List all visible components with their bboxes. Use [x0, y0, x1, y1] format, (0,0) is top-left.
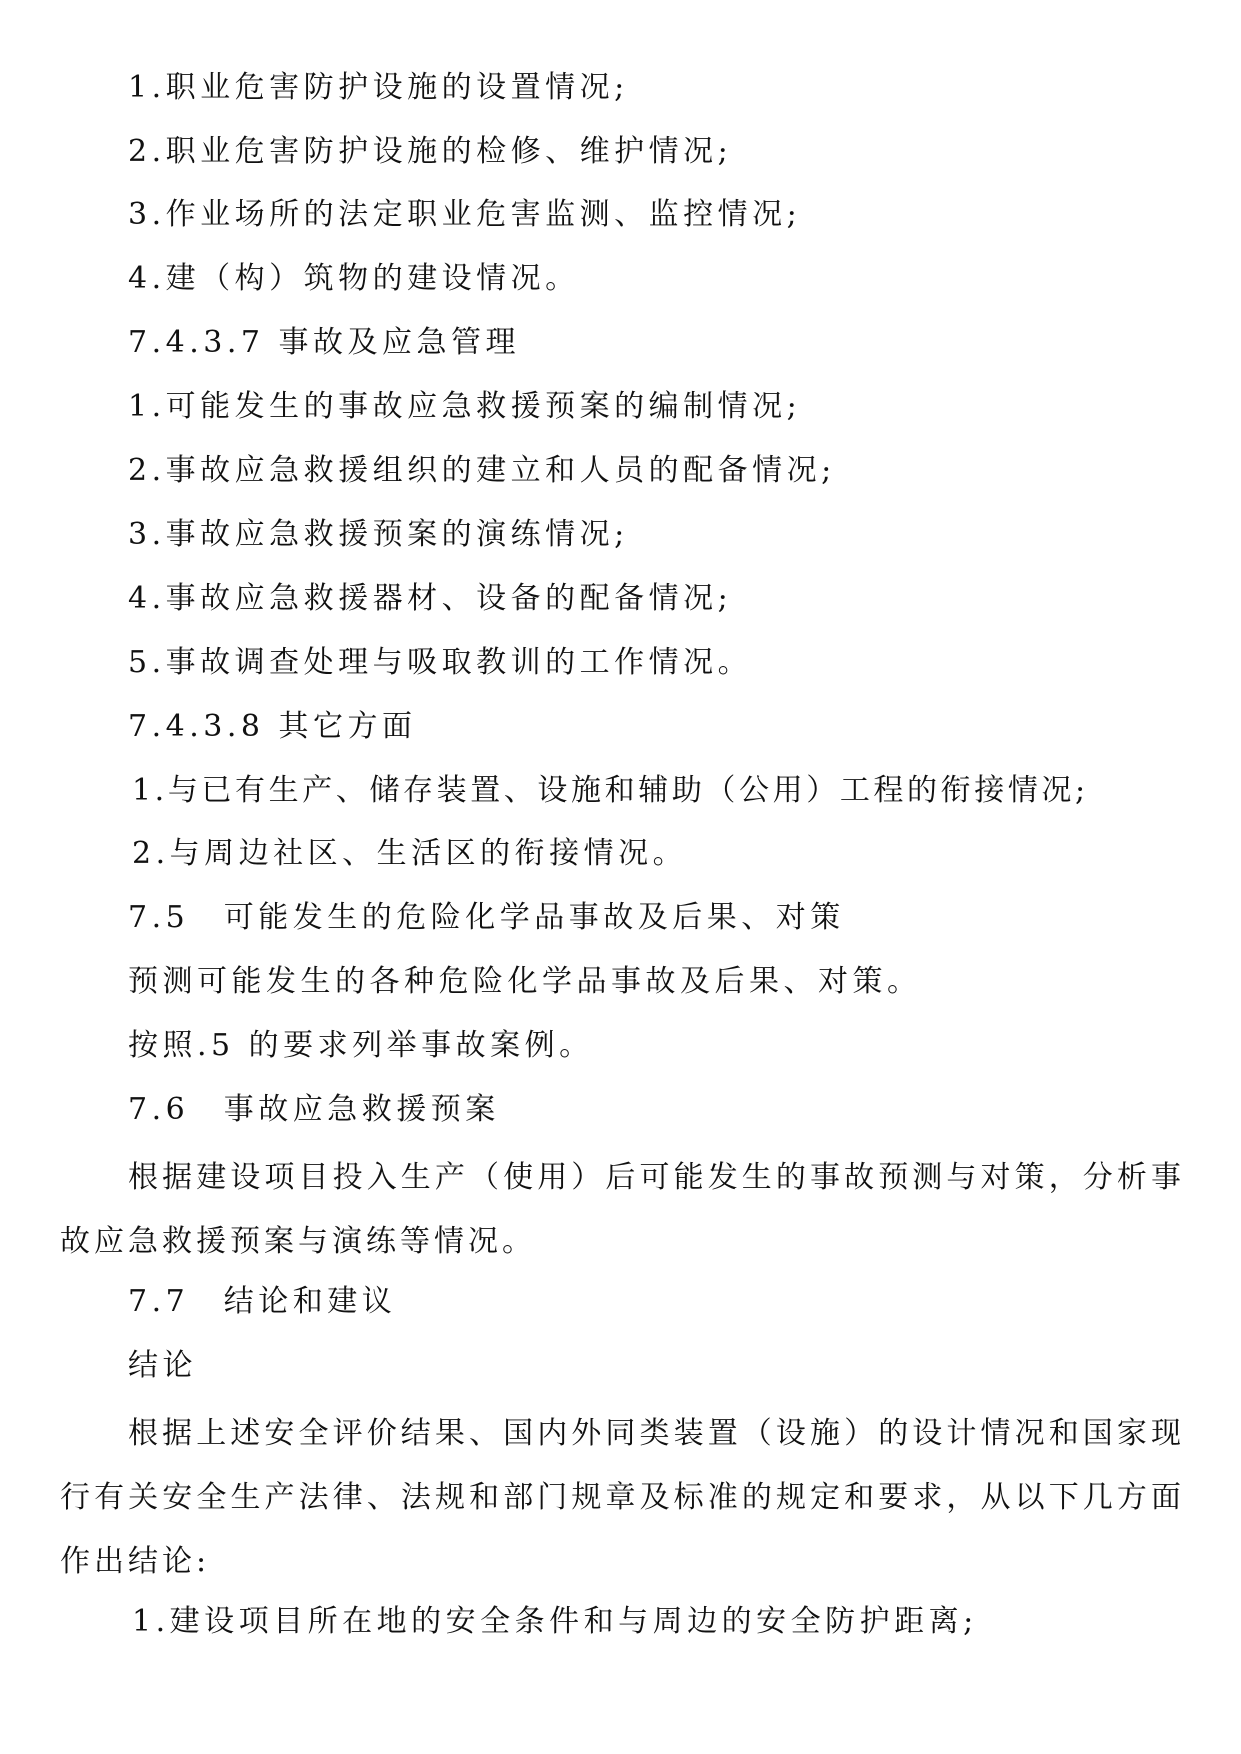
- list-item: 1.与已有生产、储存装置、设施和辅助（公用）工程的衔接情况;: [132, 773, 1089, 808]
- list-item: 3.事故应急救援预案的演练情况;: [128, 517, 629, 552]
- list-item: 1.建设项目所在地的安全条件和与周边的安全防护距离;: [132, 1604, 978, 1639]
- list-item: 2.与周边社区、生活区的衔接情况。: [132, 836, 688, 871]
- body-text: 预测可能发生的各种危险化学品事故及后果、对策。: [128, 964, 922, 999]
- list-item: 5.事故调查处理与吸取教训的工作情况。: [128, 645, 753, 680]
- list-item: 4.事故应急救援器材、设备的配备情况;: [128, 581, 733, 616]
- subheading: 结论: [128, 1348, 197, 1383]
- section-heading: 7.7 结论和建议: [128, 1284, 397, 1319]
- section-heading: 7.4.3.7 事故及应急管理: [128, 325, 520, 360]
- list-item: 2.事故应急救援组织的建立和人员的配备情况;: [128, 453, 836, 488]
- list-item: 4.建（构）筑物的建设情况。: [128, 261, 580, 296]
- section-heading: 7.5 可能发生的危险化学品事故及后果、对策: [128, 900, 845, 935]
- section-heading: 7.6 事故应急救援预案: [128, 1092, 500, 1127]
- list-item: 1.可能发生的事故应急救援预案的编制情况;: [128, 389, 802, 424]
- list-item: 1.职业危害防护设施的设置情况;: [128, 70, 629, 105]
- body-paragraph: 根据上述安全评价结果、国内外同类装置（设施）的设计情况和国家现行有关安全生产法律、法规和部门规章及标准的规定和要求，从以下几方面作出结论:: [60, 1416, 1185, 1579]
- body-paragraph: 根据建设项目投入生产（使用）后可能发生的事故预测与对策，分析事故应急救援预案与演练等情况。: [60, 1160, 1185, 1259]
- list-item: 2.职业危害防护设施的检修、维护情况;: [128, 134, 733, 169]
- list-item: 3.作业场所的法定职业危害监测、监控情况;: [128, 197, 802, 232]
- section-heading: 7.4.3.8 其它方面: [128, 709, 417, 744]
- body-text: 按照.5 的要求列举事故案例。: [128, 1028, 594, 1063]
